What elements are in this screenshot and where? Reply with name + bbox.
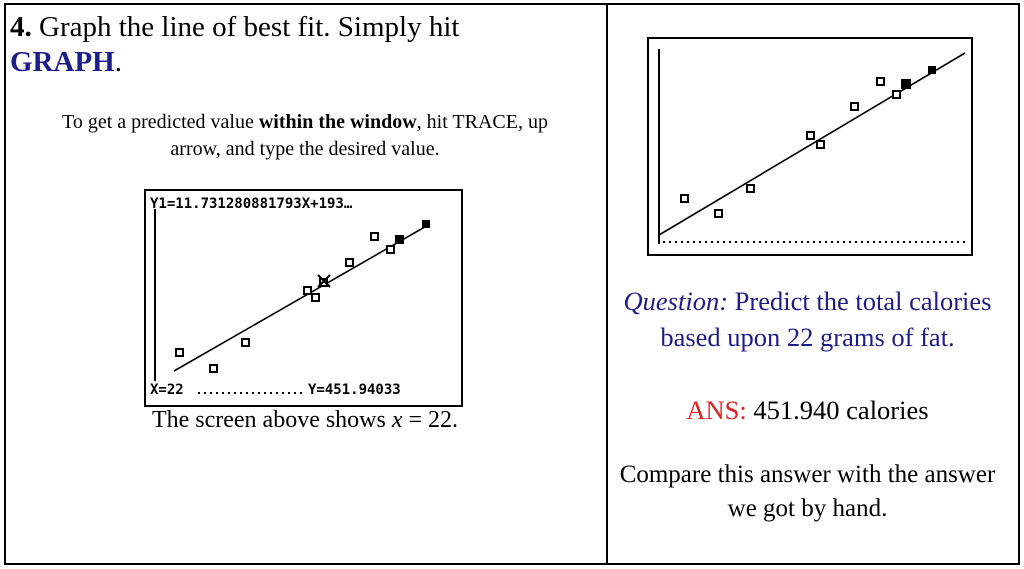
question-text	[610, 283, 1005, 355]
data-point	[715, 210, 722, 217]
data-point	[242, 339, 249, 346]
trace-instructions	[50, 109, 560, 163]
trace-graph	[146, 191, 461, 405]
regression-line	[659, 53, 965, 235]
question-label: Question:	[623, 286, 729, 316]
question-body: Predict the total calories based upon 22 grams of fat.	[660, 286, 992, 352]
answer-line	[610, 392, 1005, 428]
title-period: .	[114, 46, 122, 78]
x-readout: X=22	[150, 382, 184, 398]
data-point	[893, 91, 900, 98]
data-point	[851, 103, 858, 110]
answer-value: 451.940 calories	[746, 395, 929, 425]
instr-part-1: To get a predicted value	[62, 111, 259, 133]
data-point	[346, 259, 353, 266]
data-point	[747, 185, 754, 192]
step-title	[10, 10, 570, 80]
answer-label: ANS:	[686, 395, 747, 425]
data-point	[312, 294, 319, 301]
step-number: 4.	[10, 11, 32, 43]
calculator-trace-screen	[144, 189, 463, 407]
data-point	[928, 66, 936, 74]
calculator-graph-screen	[647, 37, 973, 256]
data-point	[817, 141, 824, 148]
caption-part-1: The screen above shows	[151, 407, 392, 433]
y-readout: Y=451.94033	[308, 382, 401, 398]
data-point	[807, 132, 814, 139]
data-point	[901, 79, 911, 89]
data-point	[681, 195, 688, 202]
data-point	[210, 365, 217, 372]
data-point	[877, 78, 884, 85]
instr-bold: within the window	[258, 111, 417, 133]
caption-part-2: = 22.	[402, 407, 459, 433]
data-point	[371, 233, 378, 240]
data-point	[176, 349, 183, 356]
equation-readout: Y1=11.731280881793X+193…	[150, 196, 353, 212]
graph-key-label: GRAPH	[10, 46, 115, 78]
step-title-text: Graph the line of best fit. Simply hit	[39, 11, 460, 43]
data-point	[304, 287, 311, 294]
best-fit-graph	[649, 39, 971, 254]
data-point	[422, 220, 430, 228]
compare-note: Compare this answer with the answer we got by hand.	[619, 461, 996, 522]
data-point	[395, 235, 404, 244]
instr-part-2: , hit TRACE, up arrow, and type the desired value.	[170, 111, 548, 160]
column-divider	[606, 5, 608, 563]
screen-caption	[60, 404, 550, 436]
data-point	[387, 246, 394, 253]
caption-variable: x	[391, 407, 403, 433]
